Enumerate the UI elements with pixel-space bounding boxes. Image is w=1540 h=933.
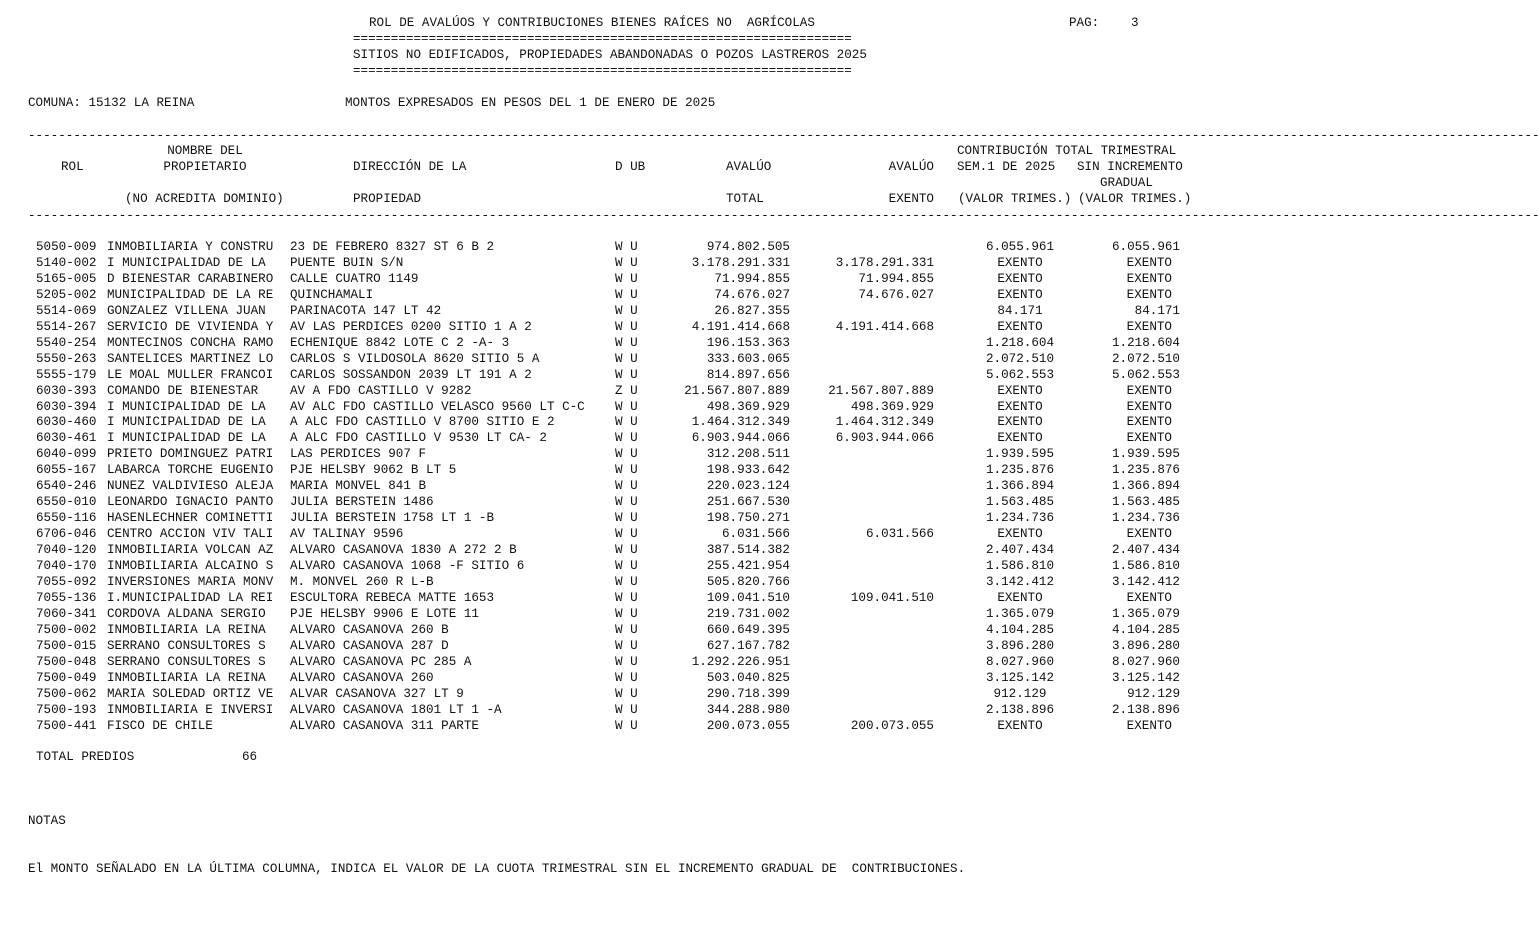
cell-sem: 1.939.595 [985, 447, 1055, 462]
page-number: 3 [1131, 16, 1139, 30]
cell-sin: 1.366.894 [1111, 479, 1180, 494]
col-rol: ROL [61, 160, 84, 174]
cell-avaluo-total: 198.933.642 [706, 463, 790, 478]
cell-sin: 3.125.142 [1111, 670, 1180, 685]
cell-nombre: LE MOAL MULLER FRANCOI [107, 367, 274, 382]
cell-sem: 3.125.142 [985, 670, 1055, 685]
cell-avaluo-total: 26.827.355 [714, 303, 790, 318]
cell-rol: 6550-116 [36, 511, 97, 526]
cell-avaluo-total: 196.153.363 [706, 335, 790, 350]
cell-avaluo-total: 660.649.395 [706, 622, 790, 637]
cell-rol: 6030-461 [36, 431, 97, 446]
cell-dub: W U [615, 495, 638, 510]
col-sem-line1: SEM.1 DE 2025 [957, 160, 1056, 174]
cell-direccion: MARIA MONVEL 841 B [290, 479, 427, 494]
cell-direccion: ECHENIQUE 8842 LOTE C 2 -A- 3 [290, 335, 510, 350]
cell-dub: W U [615, 431, 638, 446]
cell-sin: 6.055.961 [1111, 240, 1180, 254]
table-row [0, 542, 1209, 558]
table-row [0, 414, 1209, 430]
table-row [0, 287, 1209, 303]
cell-nombre: GONZALEZ VILLENA JUAN [107, 303, 266, 318]
cell-direccion: ALVARO CASANOVA 287 D [290, 638, 449, 653]
cell-rol: 7040-170 [36, 559, 97, 573]
cell-direccion: PUENTE BUIN S/N [290, 255, 404, 270]
cell-avaluo-exento: 200.073.055 [850, 718, 934, 733]
col-direccion-line1: DIRECCIÓN DE LA [353, 160, 467, 174]
cell-sin: 5.062.553 [1111, 367, 1180, 382]
cell-sin: 84.171 [1134, 303, 1180, 318]
cell-sem: 2.072.510 [985, 351, 1055, 366]
cell-avaluo-exento: 109.041.510 [850, 590, 934, 605]
cell-nombre: INVERSIONES MARIA MONV [107, 574, 274, 589]
cell-avaluo-total: 814.897.656 [706, 367, 790, 382]
cell-sin: EXENTO [1126, 527, 1172, 542]
cell-dub: W U [615, 574, 638, 589]
table-row [0, 239, 1209, 255]
cell-sem: 84.171 [997, 303, 1043, 318]
cell-nombre: CORDOVA ALDANA SERGIO [107, 606, 266, 621]
cell-dub: W U [615, 654, 638, 669]
table-row [0, 319, 1209, 335]
cell-direccion: ALVAR CASANOVA 327 LT 9 [290, 686, 464, 701]
cell-sin: 1.365.079 [1111, 606, 1180, 621]
cell-direccion: CALLE CUATRO 1149 [290, 271, 419, 286]
cell-rol: 7500-002 [36, 622, 97, 637]
comuna-label: COMUNA: 15132 LA REINA [28, 96, 195, 110]
cell-nombre: CENTRO ACCION VIV TALI [107, 527, 274, 542]
cell-rol: 6055-167 [36, 463, 97, 478]
cell-nombre: I MUNICIPALIDAD DE LA [107, 399, 266, 414]
table-row [0, 702, 1209, 718]
table-row [0, 271, 1209, 287]
cell-nombre: SERVICIO DE VIVIENDA Y [107, 319, 274, 334]
cell-avaluo-total: 290.718.399 [706, 686, 790, 701]
cell-sem: 1.586.810 [985, 559, 1055, 573]
table-row [0, 654, 1209, 670]
cell-direccion: ALVARO CASANOVA PC 285 A [290, 654, 472, 669]
cell-dub: W U [615, 303, 638, 318]
cell-rol: 5514-069 [36, 303, 97, 318]
cell-sem: EXENTO [997, 399, 1043, 414]
cell-sem: EXENTO [997, 431, 1043, 446]
cell-avaluo-exento: 21.567.807.889 [828, 383, 934, 398]
total-predios-label: TOTAL PREDIOS [36, 750, 135, 764]
cell-rol: 5540-254 [36, 335, 97, 350]
cell-avaluo-total: 6.903.944.066 [691, 431, 790, 446]
col-avaluo-total-line2: TOTAL [726, 192, 764, 206]
cell-nombre: INMOBILIARIA ALCAINO S [107, 559, 274, 573]
cell-dub: W U [615, 622, 638, 637]
cell-sem: EXENTO [997, 383, 1043, 398]
cell-direccion: ALVARO CASANOVA 1830 A 272 2 B [290, 543, 517, 558]
cell-avaluo-total: 1.292.226.951 [691, 654, 790, 669]
header-rule-bottom: -------------------------------------------------------------------------------------------------------------------------------------------------------------------------------------------------------- [28, 209, 1540, 223]
cell-avaluo-exento: 6.031.566 [865, 527, 934, 542]
cell-dub: W U [615, 447, 638, 462]
col-sin-line1: SIN INCREMENTO [1077, 160, 1183, 174]
cell-direccion: CARLOS S VILDOSOLA 8620 SITIO 5 A [290, 351, 540, 366]
cell-avaluo-total: 6.031.566 [721, 527, 790, 542]
cell-avaluo-total: 200.073.055 [706, 718, 790, 733]
cell-sem: 1.366.894 [985, 479, 1055, 494]
cell-nombre: INMOBILIARIA LA REINA [107, 670, 266, 685]
cell-sin: EXENTO [1126, 383, 1172, 398]
cell-sin: EXENTO [1126, 319, 1172, 334]
cell-nombre: FISCO DE CHILE [107, 718, 213, 733]
cell-sin: EXENTO [1126, 271, 1172, 286]
cell-nombre: COMANDO DE BIENESTAR [107, 383, 259, 398]
cell-dub: W U [615, 686, 638, 701]
cell-rol: 6040-099 [36, 447, 97, 462]
col-avaluo-exento-line2: EXENTO [888, 192, 934, 206]
col-nombre-line3: (NO ACREDITA DOMINIO) [125, 192, 284, 206]
cell-sin: 2.138.896 [1111, 702, 1180, 717]
cell-rol: 5140-002 [36, 255, 97, 270]
table-row [0, 558, 1209, 574]
cell-nombre: NUNEZ VALDIVIESO ALEJA [107, 479, 274, 494]
report-title: ROL DE AVALÚOS Y CONTRIBUCIONES BIENES RAÍCES NO AGRÍCOLAS [369, 16, 815, 30]
cell-dub: W U [615, 543, 638, 558]
cell-avaluo-total: 198.750.271 [706, 511, 790, 526]
cell-nombre: INMOBILIARIA LA REINA [107, 622, 266, 637]
table-row [0, 526, 1209, 542]
cell-direccion: A ALC FDO CASTILLO V 8700 SITIO E 2 [290, 415, 555, 430]
cell-direccion: JULIA BERSTEIN 1486 [290, 495, 434, 510]
cell-direccion: ALVARO CASANOVA 1068 -F SITIO 6 [290, 559, 525, 573]
cell-avaluo-total: 255.421.954 [706, 559, 790, 573]
cell-rol: 6550-010 [36, 495, 97, 510]
cell-nombre: INMOBILIARIA E INVERSI [107, 702, 274, 717]
total-predios-value: 66 [242, 750, 258, 764]
table-row [0, 590, 1209, 606]
cell-rol: 7500-049 [36, 670, 97, 685]
cell-avaluo-total: 505.820.766 [706, 574, 790, 589]
cell-nombre: PRIETO DOMINGUEZ PATRI [107, 447, 274, 462]
cell-rol: 7055-136 [36, 590, 97, 605]
cell-sem: 1.365.079 [985, 606, 1055, 621]
cell-nombre: MONTECINOS CONCHA RAMO [107, 335, 274, 350]
montos-note: MONTOS EXPRESADOS EN PESOS DEL 1 DE ENERO DE 2025 [345, 96, 716, 110]
cell-nombre: I MUNICIPALIDAD DE LA [107, 431, 266, 446]
table-row [0, 351, 1209, 367]
cell-sem: 1.234.736 [985, 511, 1055, 526]
cell-nombre: D BIENESTAR CARABINERO [107, 271, 274, 286]
cell-nombre: HASENLECHNER COMINETTI [107, 511, 274, 526]
cell-nombre: INMOBILIARIA VOLCAN AZ [107, 543, 274, 558]
cell-nombre: I MUNICIPALIDAD DE LA [107, 415, 266, 430]
cell-rol: 5514-267 [36, 319, 97, 334]
cell-avaluo-total: 387.514.382 [706, 543, 790, 558]
cell-direccion: PARINACOTA 147 LT 42 [290, 303, 442, 318]
cell-avaluo-total: 251.667.530 [706, 495, 790, 510]
cell-sin: EXENTO [1126, 415, 1172, 430]
cell-sin: 2.407.434 [1111, 543, 1180, 558]
col-direccion-line2: PROPIEDAD [353, 192, 422, 206]
cell-direccion: JULIA BERSTEIN 1758 LT 1 -B [290, 511, 495, 526]
cell-dub: W U [615, 240, 638, 254]
cell-dub: W U [615, 718, 638, 733]
table-row [0, 670, 1209, 686]
cell-direccion: LAS PERDICES 907 F [290, 447, 427, 462]
cell-rol: 7500-062 [36, 686, 97, 701]
cell-sin: 1.586.810 [1111, 559, 1180, 573]
cell-sin: EXENTO [1126, 718, 1172, 733]
cell-sem: EXENTO [997, 271, 1043, 286]
col-sem-line2: (VALOR TRIMES.) [958, 192, 1072, 206]
cell-sem: 2.138.896 [985, 702, 1055, 717]
cell-sem: 1.235.876 [985, 463, 1055, 478]
cell-avaluo-total: 974.802.505 [706, 240, 790, 254]
col-avaluo-total-line1: AVALÚO [726, 160, 772, 174]
table-row [0, 494, 1209, 510]
cell-rol: 5550-263 [36, 351, 97, 366]
cell-avaluo-exento: 3.178.291.331 [835, 255, 934, 270]
cell-avaluo-total: 21.567.807.889 [684, 383, 790, 398]
cell-sin: EXENTO [1126, 399, 1172, 414]
cell-rol: 7500-441 [36, 718, 97, 733]
cell-avaluo-total: 1.464.312.349 [691, 415, 790, 430]
cell-sem: EXENTO [997, 415, 1043, 430]
cell-sem: 5.062.553 [985, 367, 1055, 382]
col-sin-line2: GRADUAL [1100, 176, 1153, 190]
cell-avaluo-exento: 4.191.414.668 [835, 319, 934, 334]
table-row [0, 446, 1209, 462]
cell-dub: W U [615, 606, 638, 621]
cell-dub: W U [615, 527, 638, 542]
table-row [0, 430, 1209, 446]
cell-avaluo-total: 3.178.291.331 [691, 255, 790, 270]
cell-avaluo-total: 333.603.065 [706, 351, 790, 366]
cell-sem: EXENTO [997, 287, 1043, 302]
cell-dub: W U [615, 287, 638, 302]
table-row [0, 303, 1209, 319]
cell-nombre: SERRANO CONSULTORES S [107, 654, 266, 669]
cell-avaluo-exento: 71.994.855 [858, 271, 934, 286]
cell-dub: W U [615, 399, 638, 414]
table-row [0, 510, 1209, 526]
cell-avaluo-total: 498.369.929 [706, 399, 790, 414]
cell-avaluo-total: 71.994.855 [714, 271, 790, 286]
cell-direccion: M. MONVEL 260 R L-B [290, 574, 434, 589]
cell-rol: 6540-246 [36, 479, 97, 494]
cell-sem: 2.407.434 [985, 543, 1055, 558]
cell-sin: 1.939.595 [1111, 447, 1180, 462]
cell-sem: EXENTO [997, 718, 1043, 733]
cell-sem: 1.563.485 [985, 495, 1055, 510]
cell-dub: W U [615, 415, 638, 430]
col-sin-line3: (VALOR TRIMES.) [1078, 192, 1192, 206]
cell-avaluo-total: 503.040.825 [706, 670, 790, 685]
table-row [0, 462, 1209, 478]
cell-sin: 8.027.960 [1111, 654, 1180, 669]
cell-dub: W U [615, 319, 638, 334]
table-row [0, 686, 1209, 702]
cell-dub: W U [615, 271, 638, 286]
header-rule-top: -------------------------------------------------------------------------------------------------------------------------------------------------------------------------------------------------------- [28, 129, 1540, 143]
cell-direccion: AV A FDO CASTILLO V 9282 [290, 383, 472, 398]
cell-dub: W U [615, 638, 638, 653]
cell-rol: 5050-009 [36, 240, 97, 254]
cell-sin: 912.129 [1127, 686, 1180, 701]
col-nombre-line1: NOMBRE DEL [167, 144, 243, 158]
cell-direccion: PJE HELSBY 9906 E LOTE 11 [290, 606, 479, 621]
table-row [0, 718, 1209, 734]
cell-dub: W U [615, 559, 638, 573]
cell-dub: W U [615, 511, 638, 526]
cell-avaluo-total: 219.731.002 [706, 606, 790, 621]
table-row [0, 335, 1209, 351]
cell-avaluo-exento: 6.903.944.066 [835, 431, 934, 446]
cell-sem: EXENTO [997, 590, 1043, 605]
table-row [0, 638, 1209, 654]
cell-sem: 3.896.280 [985, 638, 1055, 653]
cell-direccion: ALVARO CASANOVA 1801 LT 1 -A [290, 702, 502, 717]
cell-sin: 3.142.412 [1111, 574, 1180, 589]
cell-rol: 6030-460 [36, 415, 97, 430]
cell-direccion: AV ALC FDO CASTILLO VELASCO 9560 LT C-C [290, 399, 585, 414]
cell-sem: EXENTO [997, 255, 1043, 270]
col-contribucion-title: CONTRIBUCIÓN TOTAL TRIMESTRAL [957, 144, 1177, 158]
cell-nombre: SANTELICES MARTINEZ LO [107, 351, 274, 366]
table-row [0, 622, 1209, 638]
cell-avaluo-total: 4.191.414.668 [691, 319, 790, 334]
cell-sem: 6.055.961 [985, 240, 1055, 254]
cell-nombre: LABARCA TORCHE EUGENIO [107, 463, 274, 478]
cell-sin: 4.104.285 [1111, 622, 1180, 637]
cell-direccion: ALVARO CASANOVA 311 PARTE [290, 718, 479, 733]
cell-sem: 3.142.412 [985, 574, 1055, 589]
title-rule-top: ================================================================== [353, 32, 852, 46]
cell-dub: W U [615, 702, 638, 717]
cell-sin: EXENTO [1126, 255, 1172, 270]
cell-dub: W U [615, 367, 638, 382]
cell-dub: W U [615, 335, 638, 350]
cell-avaluo-exento: 498.369.929 [850, 399, 934, 414]
cell-rol: 6030-394 [36, 399, 97, 414]
cell-direccion: ALVARO CASANOVA 260 [290, 670, 434, 685]
cell-dub: W U [615, 255, 638, 270]
cell-sin: 1.235.876 [1111, 463, 1180, 478]
cell-direccion: ALVARO CASANOVA 260 B [290, 622, 449, 637]
page-label: PAG: [1069, 16, 1100, 30]
cell-avaluo-total: 109.041.510 [706, 590, 790, 605]
cell-sem: 1.218.604 [985, 335, 1055, 350]
nota-text: El MONTO SEÑALADO EN LA ÚLTIMA COLUMNA, INDICA EL VALOR DE LA CUOTA TRIMESTRAL SIN EL INCREMENTO GRADUAL DE CONTRIBUCIONES. [28, 862, 966, 876]
cell-rol: 5165-005 [36, 271, 97, 286]
cell-sem: 8.027.960 [985, 654, 1055, 669]
cell-nombre: I MUNICIPALIDAD DE LA [107, 255, 266, 270]
table-row [0, 383, 1209, 399]
cell-dub: W U [615, 590, 638, 605]
cell-sem: 4.104.285 [985, 622, 1055, 637]
cell-avaluo-exento: 74.676.027 [858, 287, 934, 302]
cell-sin: 1.563.485 [1111, 495, 1180, 510]
cell-sin: EXENTO [1126, 590, 1172, 605]
cell-dub: W U [615, 463, 638, 478]
cell-direccion: AV TALINAY 9596 [290, 527, 404, 542]
col-avaluo-exento-line1: AVALÚO [888, 160, 934, 174]
cell-direccion: AV LAS PERDICES 0200 SITIO 1 A 2 [290, 319, 532, 334]
table-row [0, 478, 1209, 494]
table-row [0, 574, 1209, 590]
cell-sem: 912.129 [993, 686, 1047, 701]
cell-direccion: PJE HELSBY 9062 B LT 5 [290, 463, 457, 478]
cell-direccion: 23 DE FEBRERO 8327 ST 6 B 2 [290, 240, 495, 254]
table-row [0, 255, 1209, 271]
cell-rol: 5205-002 [36, 287, 97, 302]
cell-nombre: MARIA SOLEDAD ORTIZ VE [107, 686, 274, 701]
cell-avaluo-exento: 1.464.312.349 [835, 415, 934, 430]
col-nombre-line2: PROPIETARIO [163, 160, 247, 174]
cell-avaluo-total: 627.167.782 [706, 638, 790, 653]
cell-avaluo-total: 312.208.511 [706, 447, 790, 462]
cell-rol: 7040-120 [36, 543, 97, 558]
cell-nombre: I.MUNICIPALIDAD LA REI [107, 590, 274, 605]
cell-sin: EXENTO [1126, 431, 1172, 446]
cell-avaluo-total: 74.676.027 [714, 287, 790, 302]
table-row [0, 367, 1209, 383]
cell-direccion: CARLOS SOSSANDON 2039 LT 191 A 2 [290, 367, 532, 382]
cell-sin: EXENTO [1126, 287, 1172, 302]
cell-dub: W U [615, 670, 638, 685]
table-row [0, 606, 1209, 622]
cell-sin: 1.234.736 [1111, 511, 1180, 526]
cell-rol: 6706-046 [36, 527, 97, 542]
table-row [0, 399, 1209, 415]
cell-rol: 7500-048 [36, 654, 97, 669]
cell-rol: 5555-179 [36, 367, 97, 382]
cell-avaluo-total: 344.288.980 [706, 702, 790, 717]
cell-direccion: A ALC FDO CASTILLO V 9530 LT CA- 2 [290, 431, 547, 446]
cell-dub: W U [615, 479, 638, 494]
cell-rol: 7500-193 [36, 702, 97, 717]
cell-rol: 7500-015 [36, 638, 97, 653]
cell-sin: 1.218.604 [1111, 335, 1180, 350]
notas-heading: NOTAS [28, 814, 66, 828]
cell-rol: 6030-393 [36, 383, 97, 398]
cell-dub: W U [615, 351, 638, 366]
report-subtitle: SITIOS NO EDIFICADOS, PROPIEDADES ABANDONADAS O POZOS LASTREROS 2025 [353, 48, 867, 62]
cell-sin: 3.896.280 [1111, 638, 1180, 653]
cell-sem: EXENTO [997, 527, 1043, 542]
cell-nombre: SERRANO CONSULTORES S [107, 638, 266, 653]
cell-direccion: QUINCHAMALI [290, 287, 374, 302]
cell-rol: 7055-092 [36, 574, 97, 589]
cell-nombre: LEONARDO IGNACIO PANTO [107, 495, 274, 510]
cell-dub: Z U [615, 383, 638, 398]
cell-direccion: ESCULTORA REBECA MATTE 1653 [290, 590, 495, 605]
title-rule-bottom: ================================================================== [353, 64, 852, 78]
cell-nombre: INMOBILIARIA Y CONSTRU [107, 240, 274, 254]
cell-rol: 7060-341 [36, 606, 97, 621]
cell-nombre: MUNICIPALIDAD DE LA RE [107, 287, 274, 302]
cell-avaluo-total: 220.023.124 [706, 479, 790, 494]
cell-sin: 2.072.510 [1111, 351, 1180, 366]
cell-sem: EXENTO [997, 319, 1043, 334]
col-dub: D UB [615, 160, 646, 174]
